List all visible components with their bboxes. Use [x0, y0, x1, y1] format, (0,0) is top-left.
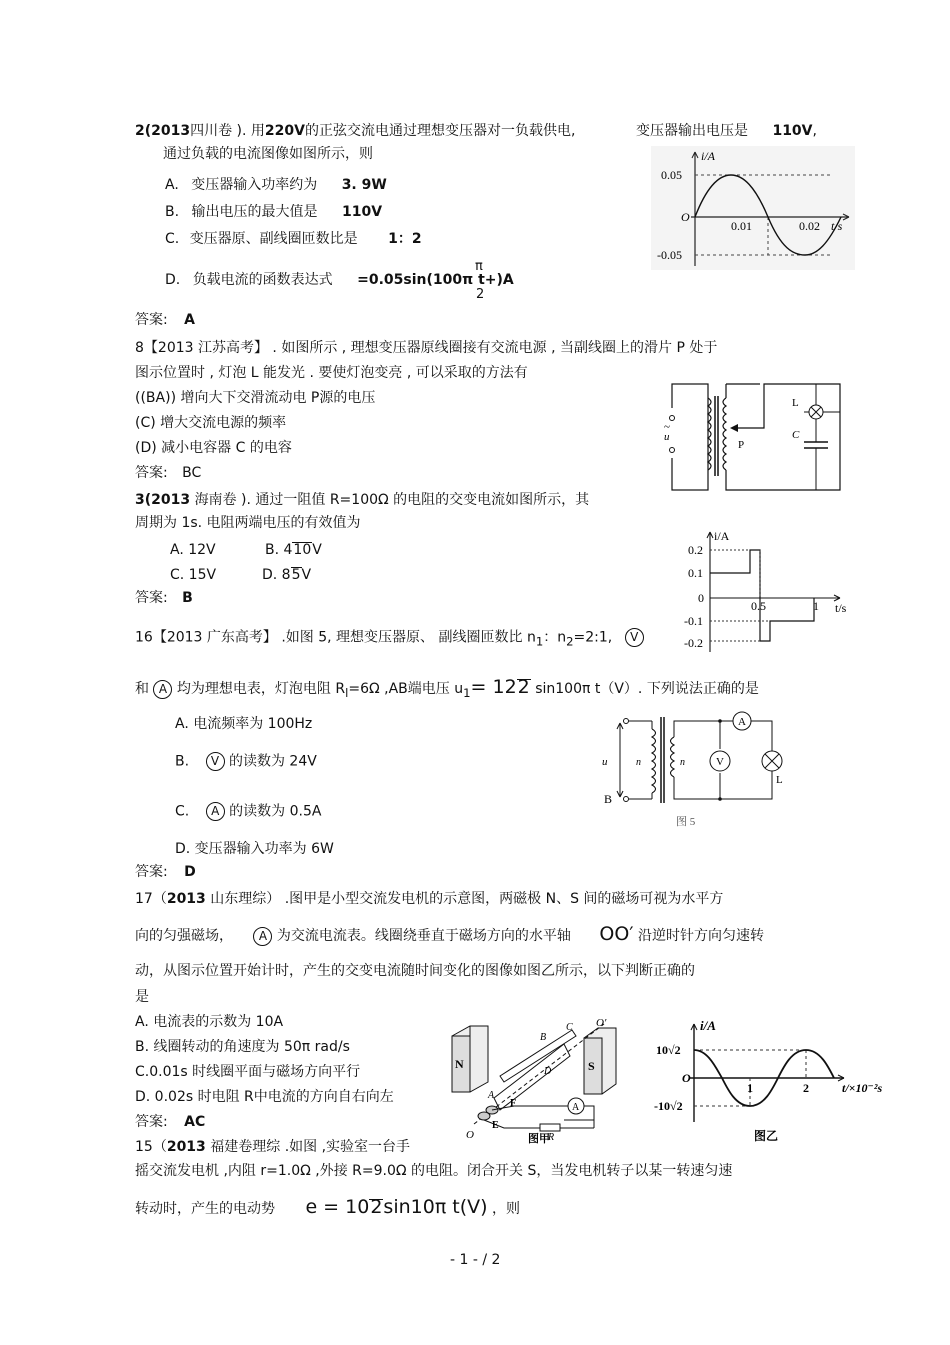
q5-answer — [135, 1113, 205, 1131]
text: 沿逆时针方向匀速转 — [638, 928, 765, 944]
text: 福建卷理综 .如图 ,实验室一台手 — [210, 1139, 411, 1155]
year: 2013 — [166, 891, 206, 907]
q6-line2: 摇交流发电机 ,内阻 r=1.0Ω ,外接 R=9.0Ω 的电阻。闭合开关 S，当发电机转子以某一转速匀速 — [135, 1163, 733, 1179]
option-text: 负载电流的函数表达式 — [192, 272, 333, 288]
option-label: C. — [175, 803, 190, 820]
q1-voltage: 220V — [264, 123, 305, 139]
q4-line1 — [135, 628, 644, 650]
resistor-label: R — [548, 1132, 555, 1143]
ac-symbol: ~ — [664, 421, 670, 433]
q5-line2 — [135, 925, 764, 946]
text: 为交流电流表。线圈绕垂直于磁场方向的水平轴 — [276, 928, 571, 944]
text: 向的匀强磁场， — [135, 928, 233, 944]
y-tick-top: 0.05 — [661, 168, 682, 182]
q3-line2: 周期为 1s. 电阻两端电压的有效值为 — [135, 515, 361, 531]
q4-option-a: A. 电流频率为 100Hz — [175, 716, 313, 732]
option-label: D. — [165, 272, 181, 288]
q5-generator-diagram — [444, 1016, 638, 1144]
voltmeter-icon: V — [206, 752, 225, 771]
x-tick-1: 0.01 — [731, 219, 752, 233]
label-o-prime: O′ — [596, 1017, 607, 1029]
label-a: A — [488, 1090, 495, 1101]
secondary-coil — [671, 737, 675, 777]
radical: 5 — [291, 567, 301, 583]
answer-label: 答案: — [135, 465, 168, 481]
q1-answer — [135, 311, 195, 329]
q4-option-d: D. 变压器输入功率为 6W — [175, 841, 334, 857]
y-tick-neg0.1: -0.1 — [684, 614, 703, 628]
radical: 2 — [370, 1196, 383, 1218]
text: ，则 — [492, 1201, 521, 1217]
q1-fraction-denominator: 2 — [476, 287, 485, 302]
ammeter-icon: A — [153, 680, 172, 699]
q1-line1-right — [636, 122, 817, 140]
answer-value: A — [184, 312, 196, 328]
answer-value: D — [184, 864, 196, 880]
q4-line2 — [135, 678, 759, 702]
q2-line3: ((BA)) 增向大下交滑流动电 P源的电压 — [135, 390, 376, 406]
q3-option-d — [262, 566, 311, 584]
option-unit: V — [301, 567, 312, 583]
label-d: D — [544, 1066, 552, 1077]
emf-expression-end: sin10π t(V) — [383, 1196, 488, 1218]
text: 山东理综） .图甲是小型交流发电机的示意图，两磁极 N、S 间的磁场可视为水平方 — [210, 891, 724, 907]
origin-label: O — [682, 1071, 691, 1085]
q3-option-a: A. 12V — [170, 542, 216, 558]
option-text: 输出电压的最大值是 — [191, 204, 318, 220]
y-label: i/A — [700, 1018, 716, 1033]
axis-oo: OO′ — [599, 923, 634, 945]
label-o: O — [466, 1129, 474, 1141]
y-label: i/A — [714, 529, 730, 543]
option-text: 的读数为 0.5A — [229, 803, 322, 820]
q1-fraction-numerator: π — [475, 259, 483, 274]
q2-circuit-diagram — [664, 378, 844, 496]
answer-value: B — [182, 590, 193, 606]
u1-label: u — [602, 756, 608, 768]
q6-line1 — [135, 1138, 410, 1156]
secondary-coil — [723, 398, 726, 470]
source-label: u — [664, 431, 670, 443]
label-c: C — [566, 1022, 573, 1033]
q1-option-d — [165, 271, 514, 289]
q3-answer — [135, 589, 193, 607]
text: 和 — [135, 681, 149, 697]
q3-square-wave-graph — [680, 526, 860, 654]
q6-line3 — [135, 1198, 520, 1218]
x-label: t/×10⁻²s — [842, 1081, 883, 1095]
n1-label: n — [636, 757, 641, 768]
y-label: i/A — [701, 149, 715, 163]
text: 15（ — [135, 1139, 167, 1155]
q1-stem: 的正弦交流电通过理想变压器对一负载供电, — [304, 123, 576, 139]
q1-option-c — [165, 230, 422, 248]
answer-label: 答案: — [135, 1114, 168, 1130]
y-tick-0.1: 0.1 — [688, 566, 703, 580]
emf-expression: e = 10 — [305, 1196, 370, 1218]
ratio-sep: ：n — [543, 629, 567, 646]
figure-caption: 图乙 — [754, 1129, 779, 1143]
y-tick-0: 0 — [698, 591, 704, 605]
q4-circuit-diagram — [600, 707, 800, 831]
q3-line1 — [135, 491, 589, 509]
q4-option-b — [175, 752, 317, 771]
option-label: B. — [165, 204, 180, 220]
resistor-r — [540, 1124, 560, 1131]
q5-current-graph — [654, 1018, 910, 1144]
figure-caption: 图甲 — [528, 1133, 550, 1144]
q1-option-b — [165, 203, 382, 221]
option-text: 的读数为 24V — [228, 753, 317, 770]
option-label: C. — [165, 231, 180, 247]
label-f: F — [510, 1098, 517, 1109]
label-b: B — [540, 1032, 547, 1043]
q2-line4: (C) 增大交流电源的频率 — [135, 415, 287, 431]
option-value: 110V — [341, 204, 383, 220]
lamp-label: L — [792, 397, 799, 409]
x-label: t/s — [835, 601, 847, 615]
expression: = 12 — [470, 676, 517, 698]
option-value: 3. 9W — [341, 177, 387, 193]
q1-line1 — [135, 122, 575, 140]
q3-number: 3(2013 — [135, 492, 191, 508]
q1-output-voltage: 110V — [772, 123, 813, 139]
option-unit: V — [312, 542, 322, 558]
subscript: l — [345, 685, 349, 700]
voltmeter-label: V — [716, 756, 724, 768]
q1-comma: , — [812, 123, 817, 139]
q5-option-b: B. 线圈转动的角速度为 50π rad/s — [135, 1039, 350, 1055]
x-tick-2: 0.02 — [799, 219, 820, 233]
subscript: 2 — [566, 634, 574, 649]
text: =6Ω ,AB端电压 u — [348, 681, 464, 697]
primary-coil — [652, 729, 656, 793]
voltmeter-icon: V — [625, 628, 644, 647]
ammeter-icon: A — [253, 927, 272, 946]
y-tick-top: 10√2 — [656, 1043, 681, 1057]
option-label: B. — [175, 753, 190, 770]
y-tick-bottom: -10√2 — [654, 1099, 683, 1113]
text: 17（ — [135, 891, 167, 907]
figure-caption: 图 5 — [676, 816, 696, 828]
answer-label: 答案: — [135, 590, 168, 606]
q1-number: 2(2013 — [135, 123, 191, 139]
q1-source: 四川卷 ). 用 — [190, 123, 265, 139]
q4-option-c — [175, 802, 321, 821]
q5-option-d: D. 0.02s 时电阻 R中电流的方向自右向左 — [135, 1089, 394, 1105]
answer-label: 答案: — [135, 864, 168, 880]
q4-answer — [135, 863, 196, 881]
radical: 10 — [293, 542, 312, 558]
q2-line5: (D) 减小电容器 C 的电容 — [135, 440, 292, 456]
x-tick-1: 1 — [813, 599, 819, 613]
q3-option-c: C. 15V — [170, 567, 217, 583]
year: 2013 — [166, 1139, 206, 1155]
option-label: D. 8 — [262, 567, 291, 583]
option-label: A. — [165, 177, 179, 193]
ammeter-label: A — [738, 716, 746, 728]
slider-label: P — [738, 439, 745, 451]
origin-label: O — [681, 210, 690, 224]
y-tick-0.2: 0.2 — [688, 543, 703, 557]
q1-line2: 通过负载的电流图像如图所示，则 — [163, 146, 373, 162]
answer-label: 答案: — [135, 312, 168, 328]
ratio-value: =2:1, — [573, 629, 613, 646]
text: 均为理想电表，灯泡电阻 R — [176, 681, 346, 697]
q3-option-b — [265, 541, 322, 559]
current-wave — [710, 550, 814, 641]
answer-value: AC — [184, 1114, 206, 1130]
ammeter-icon: A — [206, 802, 225, 821]
q2-line1: 8【2013 江苏高考】 . 如图所示 , 理想变压器原线圈接有交流电源 , 当副线圈上的滑片 P 处于 — [135, 340, 718, 356]
option-text: 变压器输入功率约为 — [191, 177, 318, 193]
q3-stem: 海南卷 ). 通过一阻值 R=100Ω 的电阻的交变电流如图所示，其 — [194, 492, 590, 508]
ammeter-label: A — [572, 1102, 580, 1113]
q1-option-a — [165, 176, 387, 194]
option-value: =0.05sin(100π t+ — [357, 272, 497, 288]
y-tick-bottom: -0.05 — [657, 248, 682, 262]
y-tick-neg0.2: -0.2 — [684, 636, 703, 650]
x-tick-1: 1 — [747, 1081, 753, 1095]
terminal-b-label: B — [604, 792, 613, 806]
q5-line1 — [135, 890, 723, 908]
option-text: 变压器原、副线圈匝数比是 — [189, 231, 358, 247]
q5-line3: 动，从图示位置开始计时，产生的交变电流随时间变化的图像如图乙所示，以下判断正确的 — [135, 963, 695, 979]
q2-line2: 图示位置时 , 灯泡 L 能发光 . 要使灯泡变亮 , 可以采取的方法有 — [135, 365, 528, 381]
page-number: - 1 - / 2 — [450, 1252, 501, 1268]
x-tick-2: 2 — [803, 1081, 809, 1095]
label-e: E — [492, 1120, 499, 1131]
q5-option-c: C.0.01s 时线圈平面与磁场方向平行 — [135, 1064, 361, 1080]
q1-current-graph — [651, 146, 855, 270]
text: 转动时，产生的电动势 — [135, 1201, 275, 1217]
subscript: 1 — [535, 634, 544, 649]
pole-s-label: S — [588, 1059, 595, 1073]
answer-value: BC — [182, 465, 202, 481]
n2-label: n — [680, 757, 685, 768]
x-label: t/s — [831, 219, 843, 233]
option-label: B. 4 — [265, 542, 293, 558]
q2-answer — [135, 464, 201, 482]
q1-output-text: 变压器输出电压是 — [636, 123, 748, 139]
x-tick-0.5: 0.5 — [751, 599, 766, 613]
text: sin100π t（V）. 下列说法正确的是 — [535, 681, 759, 697]
q4-stem: 16【2013 广东高考】 .如图 5, 理想变压器原、 副线圈匝数比 n — [135, 629, 536, 646]
option-value-end: )A — [496, 272, 514, 288]
q5-option-a: A. 电流表的示数为 10A — [135, 1014, 284, 1030]
q5-line4: 是 — [135, 989, 149, 1005]
subscript: 1 — [463, 685, 471, 700]
option-value: 1：2 — [388, 231, 422, 247]
slider-p — [730, 424, 738, 432]
lamp-label: L — [776, 774, 783, 786]
capacitor-label: C — [792, 429, 800, 441]
pole-n-label: N — [455, 1057, 464, 1071]
radical: 2 — [517, 676, 530, 698]
